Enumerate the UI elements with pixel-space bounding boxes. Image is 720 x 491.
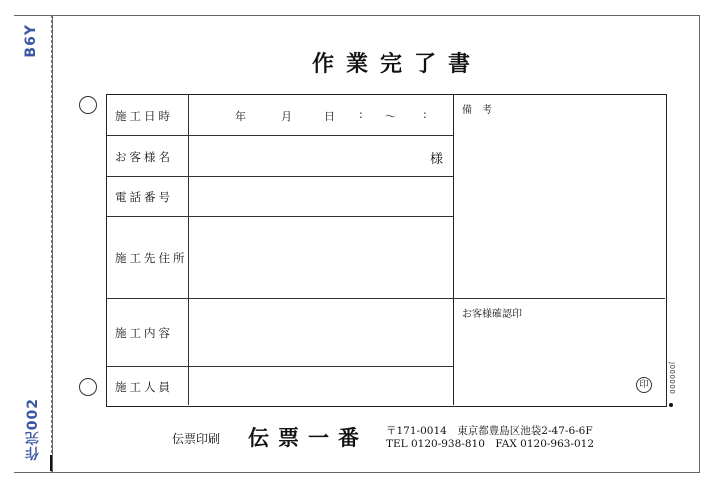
- row-label-address: 施工先住所: [115, 251, 188, 265]
- date-field[interactable]: [189, 95, 453, 135]
- time-range-tilde: 〜: [385, 110, 396, 123]
- month-marker: 月: [281, 110, 292, 123]
- row-label-date: 施工日時: [115, 109, 173, 123]
- seal-mark: 印: [636, 377, 652, 393]
- form-code-label: 作完002: [25, 398, 41, 461]
- phone-field[interactable]: [189, 177, 453, 216]
- binding-hole-bottom: [79, 378, 97, 396]
- binding-hole-top: [79, 96, 97, 114]
- form-table: [106, 94, 667, 407]
- workers-field[interactable]: [189, 367, 453, 405]
- notes-column-divider: [453, 95, 454, 405]
- customer-suffix: 様: [429, 152, 443, 167]
- row-label-work-content: 施工内容: [115, 326, 173, 340]
- form-serial-code: J000000: [668, 362, 676, 395]
- confirmation-label: お客様確認印: [462, 309, 522, 320]
- notes-label: 備 考: [462, 105, 492, 116]
- customer-name-field[interactable]: [189, 136, 453, 176]
- work-content-field[interactable]: [189, 299, 453, 366]
- row-label-customer: お客様名: [115, 150, 173, 164]
- footer-brand: 伝票一番: [248, 425, 368, 450]
- time-colon-start: :: [359, 108, 363, 121]
- time-colon-end: :: [423, 108, 427, 121]
- row-label-workers: 施工人員: [115, 380, 173, 394]
- serial-dot: [669, 403, 673, 407]
- year-marker: 年: [235, 110, 246, 123]
- address-field[interactable]: [189, 217, 453, 298]
- footer-address: [386, 425, 594, 451]
- day-marker: 日: [324, 110, 335, 123]
- footer-company: 伝票印刷: [172, 432, 221, 446]
- size-label: B6Y: [23, 24, 39, 58]
- customer-confirmation-field[interactable]: [455, 299, 665, 405]
- phone-fax: TEL 0120-938-810 FAX 0120-963-012: [386, 438, 595, 450]
- row-label-phone: 電話番号: [115, 190, 173, 204]
- postal-address: 〒171-0014 東京都豊島区池袋2-47-6-6F: [386, 425, 593, 437]
- document-title: 作業完了書: [312, 51, 483, 77]
- notes-field[interactable]: [455, 95, 665, 298]
